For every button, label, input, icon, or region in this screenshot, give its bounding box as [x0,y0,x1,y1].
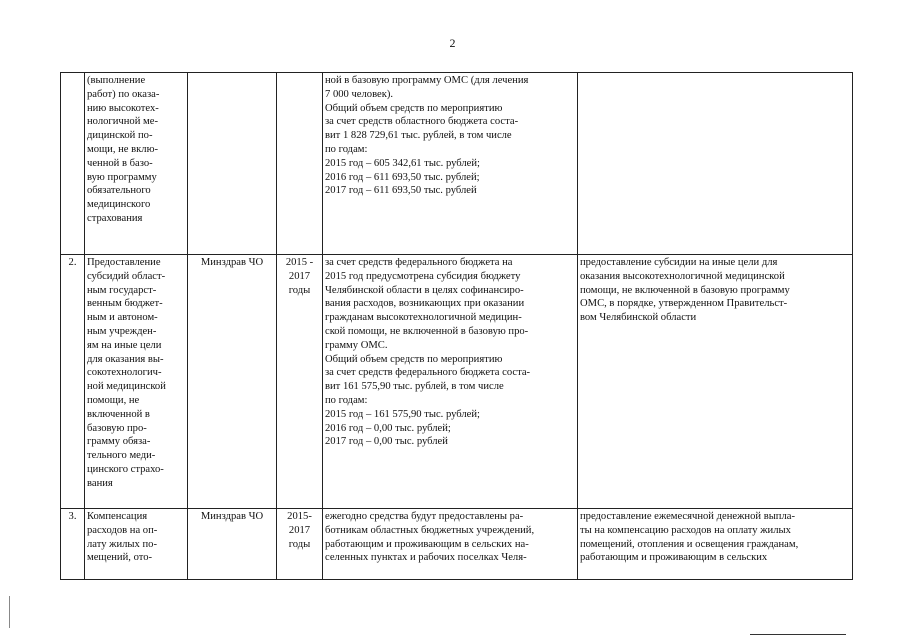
cell-line: 2017 [288,524,311,536]
cell-line: ным учрежден- [87,325,157,337]
cell-line: помощи, не включенной в базовую программу [580,284,790,296]
cell-line: 2015 - [285,257,314,268]
row-number: 3. [61,509,85,580]
cell-line: сокотехнологич- [87,367,162,379]
cell-line: вит 161 575,90 тыс. рублей, в том числе [325,381,504,393]
cell-line: 2017 [288,270,311,282]
cell-line: для оказания вы- [87,353,164,365]
cell-line: вания расходов, возникающих при оказании [325,298,525,310]
cell-line: за счет средств федерального бюджета на [325,257,513,268]
cell-line: помещений, отопления и освещения гражданам, [580,538,799,550]
expected-result [578,509,853,580]
cell-line: грамму ОМС. [325,339,388,351]
cell-line: годы [288,538,311,550]
cell-line: предоставление ежемесячной денежной выпла- [580,511,795,522]
cell-line: вания [87,477,113,489]
cell-line: нологичной ме- [87,116,158,128]
row-number: 2. [61,255,85,509]
expected-result [578,255,853,509]
cell-line: 2015- [287,511,312,522]
cell-line: венным бюджет- [87,298,163,310]
cell-line: ской помощи, не включенной в базовую про- [325,325,529,337]
cell-line: работающим и проживающим в сельских [580,552,768,564]
cell-line: по годам: [325,143,368,155]
measure-name [85,509,188,580]
cell-line: субсидий област- [87,270,166,282]
cell-line: цинского страхо- [87,463,164,475]
cell-line: Общий объем средств по мероприятию [325,353,503,365]
cell-line: 2017 год – 0,00 тыс. рублей [325,436,448,448]
cell-line: ботникам областных бюджетных учреждений, [325,524,535,536]
cell-line: гражданам высокотехнологичной медицин- [325,312,522,324]
measure-description [323,509,578,580]
executor [188,73,277,255]
cell-line: мещений, ото- [87,552,153,564]
program-table [60,72,853,580]
table-row [61,255,853,509]
cell-line: работ) по оказа- [87,88,160,100]
cell-line: оказания высокотехнологичной медицинской [580,270,785,282]
cell-line: ям на иные цели [87,339,162,351]
cell-line: ной в базовую программу ОМС (для лечения [325,75,529,86]
cell-line: нию высокотех- [87,102,159,114]
cell-line: вую программу [87,171,157,183]
cell-line: Челябинской области в целях софинансиро- [325,284,524,296]
cell-line: 2015 год – 605 342,61 тыс. рублей; [325,157,481,169]
measure-description [323,73,578,255]
cell-line: по годам: [325,394,368,406]
cell-line: (выполнение [87,75,146,86]
cell-line: тельного меди- [87,450,156,462]
page-number: 2 [449,36,456,50]
cell-line: 2015 год – 161 575,90 тыс. рублей; [325,408,481,420]
cell-line: ченной в базо- [87,157,153,169]
executor: Минздрав ЧО [188,255,277,509]
cell-line: за счет средств федерального бюджета соста- [325,367,531,379]
measure-name [85,255,188,509]
cell-line: дицинской по- [87,130,153,142]
cell-line: вом Челябинской области [580,312,697,324]
row-number [61,73,85,255]
cell-line: расходов на оп- [87,524,158,536]
cell-line: Компенсация [87,511,148,522]
table-row [61,73,853,255]
cell-line: работающим и проживающим в сельских на- [325,538,529,550]
term [277,509,323,580]
cell-line: селенных пунктах и рабочих поселках Челя- [325,552,527,564]
cell-line: 2015 год предусмотрена субсидия бюджету [325,270,521,282]
cell-line: ежегодно средства будут предоставлены ра- [325,511,524,522]
margin-line [9,596,10,628]
cell-line: лату жилых по- [87,538,157,550]
cell-line: 2016 год – 611 693,50 тыс. рублей; [325,171,480,183]
cell-line: годы [288,284,311,296]
table-row [61,509,853,580]
cell-line: медицинского [87,199,151,211]
cell-line: предоставление субсидии на иные цели для [580,257,778,268]
cell-line: ным и автоном- [87,312,158,324]
cell-line: Общий объем средств по мероприятию [325,102,503,114]
cell-line: помощи, не [87,394,140,406]
cell-line: включенной в [87,408,150,420]
cell-line: Предоставление [87,257,161,268]
cell-line: 7 000 человек). [325,88,394,100]
cell-line: ной медицинской [87,381,166,393]
expected-result [578,73,853,255]
term [277,73,323,255]
cell-line: грамму обяза- [87,436,151,448]
cell-line: ОМС, в порядке, утвержденном Правительст- [580,298,788,310]
cell-line: мощи, не вклю- [87,143,159,155]
cell-line: обязательного [87,185,151,197]
cell-line: ты на компенсацию расходов на оплату жилых [580,524,791,536]
cell-line: за счет средств областного бюджета соста- [325,116,519,128]
cell-line: 2017 год – 611 693,50 тыс. рублей [325,185,477,197]
cell-line: ным государст- [87,284,157,296]
cell-line: страхования [87,212,143,224]
term [277,255,323,509]
cell-line: 2016 год – 0,00 тыс. рублей; [325,422,451,434]
cell-line: вит 1 828 729,61 тыс. рублей, в том числе [325,130,512,142]
cell-line: базовую про- [87,422,147,434]
executor: Минздрав ЧО [188,509,277,580]
measure-description [323,255,578,509]
measure-name [85,73,188,255]
footer-rule [750,634,846,635]
